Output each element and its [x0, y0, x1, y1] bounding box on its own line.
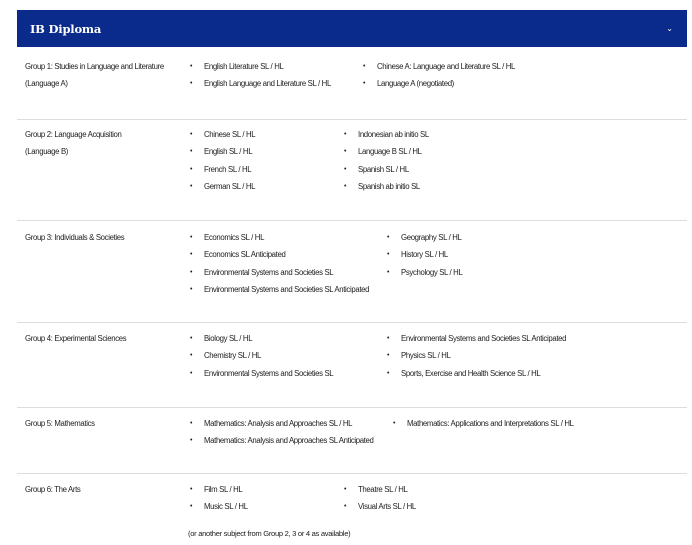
subject-item: • Visual Arts SL / HL [343, 498, 416, 515]
group-label [25, 415, 175, 432]
group-label-line: Group 5: Mathematics [25, 419, 95, 428]
subject-item: • Mathematics: Analysis and Approaches SL Anticipated [189, 432, 374, 449]
subject-list [189, 229, 369, 299]
subject-list [189, 415, 374, 450]
subject-item: • Environmental Systems and Societies SL [189, 365, 333, 382]
subject-item: • German SL / HL [189, 178, 255, 195]
group-label [25, 481, 175, 498]
group-note: (or another subject from Group 2, 3 or 4 as available) [188, 529, 351, 538]
subject-list [343, 126, 429, 196]
subject-item: • Psychology SL / HL [386, 264, 462, 281]
subject-group [17, 415, 687, 474]
subject-item: • Biology SL / HL [189, 330, 333, 347]
group-label-line: Group 4: Experimental Sciences [25, 334, 127, 343]
subject-item: • English Literature SL / HL [189, 58, 331, 75]
subject-list [189, 481, 248, 516]
subject-item: • Chinese A: Language and Literature SL / HL [362, 58, 515, 75]
subject-item: • Mathematics: Analysis and Approaches SL / HL [189, 415, 374, 432]
group-label-line: (Language A) [25, 79, 68, 88]
subject-item: • Economics SL Anticipated [189, 246, 369, 263]
subject-item: • Language A (negotiated) [362, 75, 515, 92]
group-label [25, 58, 175, 92]
subject-item: • English Language and Literature SL / HL [189, 75, 331, 92]
subject-item: • Music SL / HL [189, 498, 248, 515]
subject-item: • Environmental Systems and Societies SL Anticipated [386, 330, 566, 347]
subject-item: • Economics SL / HL [189, 229, 369, 246]
subject-item: • Language B SL / HL [343, 143, 429, 160]
group-label-line: Group 6: The Arts [25, 485, 81, 494]
group-label [25, 229, 175, 246]
group-label-line: Group 3: Individuals & Societies [25, 233, 125, 242]
group-label [25, 126, 175, 160]
subject-item: • History SL / HL [386, 246, 462, 263]
group-label-line: Group 1: Studies in Language and Literature [25, 62, 164, 71]
subject-item: • Sports, Exercise and Health Science SL / HL [386, 365, 566, 382]
subject-group [17, 229, 687, 323]
subject-list [386, 330, 566, 382]
subject-list [189, 58, 331, 93]
subject-group [17, 330, 687, 408]
subject-list [386, 229, 462, 281]
subject-item: • Environmental Systems and Societies SL Anticipated [189, 281, 369, 298]
subject-item: • Indonesian ab initio SL [343, 126, 429, 143]
subject-item: • Chinese SL / HL [189, 126, 255, 143]
subject-item: • Mathematics: Applications and Interpretations SL / HL [392, 415, 574, 432]
subject-item: • French SL / HL [189, 161, 255, 178]
subject-group [17, 58, 687, 120]
group-label [25, 330, 175, 347]
subject-list [189, 126, 255, 196]
subject-item: • Geography SL / HL [386, 229, 462, 246]
subject-item: • Spanish SL / HL [343, 161, 429, 178]
subject-list [189, 330, 333, 382]
subject-item: • Film SL / HL [189, 481, 248, 498]
subject-item: • Chemistry SL / HL [189, 347, 333, 364]
subject-item: • English SL / HL [189, 143, 255, 160]
subject-item: • Physics SL / HL [386, 347, 566, 364]
subject-item: • Theatre SL / HL [343, 481, 416, 498]
subject-item: • Spanish ab initio SL [343, 178, 429, 195]
ib-diploma-accordion-header[interactable] [17, 10, 687, 47]
subject-list [343, 481, 416, 516]
chevron-down-icon[interactable]: ⌄ [666, 24, 673, 33]
subject-list [392, 415, 574, 432]
group-label-line: Group 2: Language Acquisition [25, 130, 122, 139]
group-label-line: (Language B) [25, 147, 69, 156]
accordion-title: IB Diploma [30, 21, 102, 36]
subject-group [17, 126, 687, 221]
subject-list [362, 58, 515, 93]
subject-item: • Environmental Systems and Societies SL [189, 264, 369, 281]
subject-group [17, 481, 687, 545]
